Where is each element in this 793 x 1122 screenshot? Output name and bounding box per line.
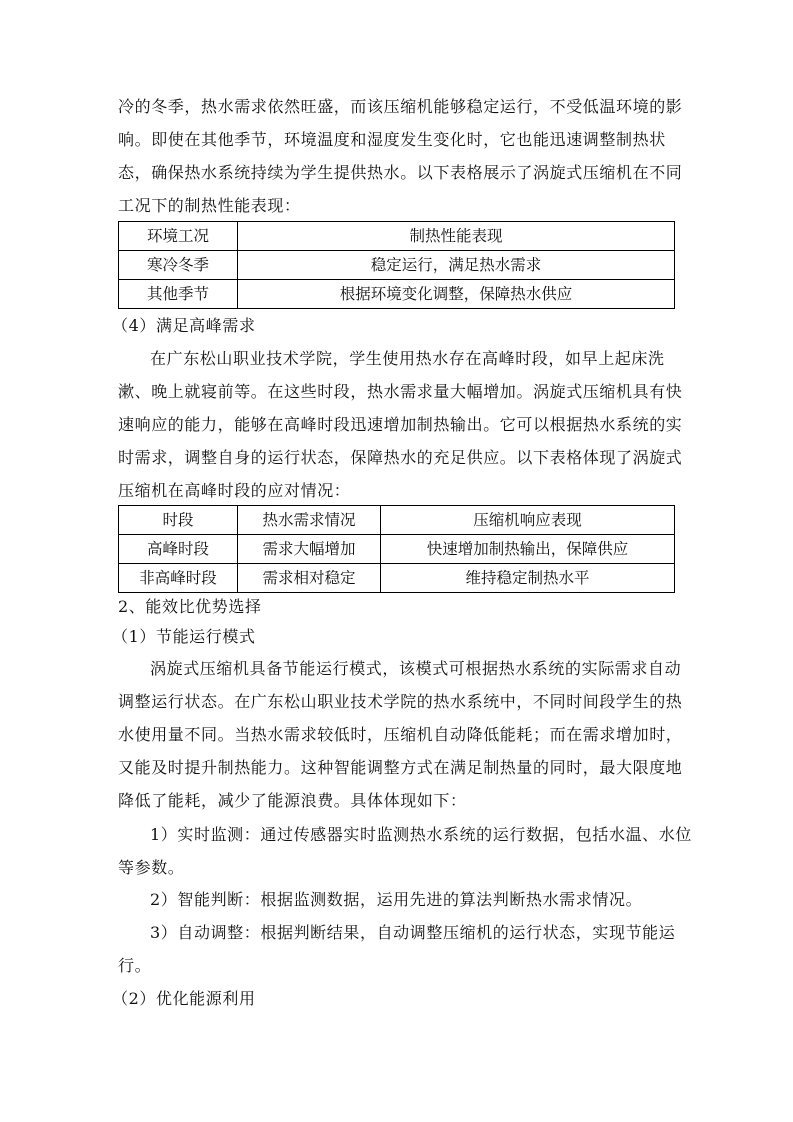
paragraph-peak-demand xyxy=(118,342,683,507)
heating-performance-table xyxy=(118,221,675,309)
text-line: 调整运行状态。在广东松山职业技术学院的热水系统中，不同时间段学生的热 xyxy=(118,692,683,711)
text-line: 水使用量不同。当热水需求较低时，压缩机自动降低能耗；而在需求增加时， xyxy=(118,725,683,744)
table-cell: 需求大幅增加 xyxy=(238,535,381,564)
table-row xyxy=(119,535,675,564)
heading-peak-demand xyxy=(112,309,678,342)
text-line: 响。即使在其他季节，环境温度和湿度发生变化时，它也能迅速调整制热状 xyxy=(118,130,666,149)
peak-response-table xyxy=(118,505,675,593)
table-row xyxy=(119,280,675,309)
table-cell: 其他季节 xyxy=(119,280,238,309)
table-header-row xyxy=(119,222,675,251)
heading-text: （2）优化能源利用 xyxy=(112,989,256,1008)
text-line: 等参数。 xyxy=(118,858,185,877)
text-line: 工况下的制热性能表现： xyxy=(118,196,301,215)
text-line: 3）自动调整：根据判断结果，自动调整压缩机的运行状态，实现节能运 xyxy=(150,923,676,942)
text-line: 行。 xyxy=(118,956,152,975)
table-cell: 寒冷冬季 xyxy=(119,251,238,280)
paragraph-energy-saving xyxy=(118,652,683,817)
table-header-cell: 压缩机响应表现 xyxy=(381,506,675,535)
table-row xyxy=(119,251,675,280)
table-header-cell: 热水需求情况 xyxy=(238,506,381,535)
subheading-energy-saving-mode xyxy=(112,620,678,653)
list-item xyxy=(118,818,692,884)
table-header-row xyxy=(119,506,675,535)
text-line: 涡旋式压缩机具备节能运行模式，该模式可根据热水系统的实际需求自动 xyxy=(150,659,682,678)
text-line: 又能及时提升制热能力。这种智能调整方式在满足制热量的同时，最大限度地 xyxy=(118,758,683,777)
table-header-cell: 制热性能表现 xyxy=(238,222,675,251)
table-header-cell: 时段 xyxy=(119,506,238,535)
table-row xyxy=(119,564,675,593)
text-line: 冷的冬季，热水需求依然旺盛，而该压缩机能够稳定运行，不受低温环境的影 xyxy=(118,97,683,116)
text-line: 在广东松山职业技术学院，学生使用热水存在高峰时段，如早上起床洗 xyxy=(150,349,665,368)
text-line: 降低了能耗，减少了能源浪费。具体体现如下： xyxy=(118,791,467,810)
table-cell: 根据环境变化调整，保障热水供应 xyxy=(238,280,675,309)
table-cell: 非高峰时段 xyxy=(119,564,238,593)
table-header-cell: 环境工况 xyxy=(119,222,238,251)
table-cell: 维持稳定制热水平 xyxy=(381,564,675,593)
paragraph-heating-performance xyxy=(118,90,683,222)
section-heading xyxy=(118,590,678,623)
heading-text: 2、能效比优势选择 xyxy=(118,597,262,616)
table-cell: 高峰时段 xyxy=(119,535,238,564)
heading-text: （4）满足高峰需求 xyxy=(112,316,256,335)
list-item xyxy=(118,916,678,982)
text-line: 漱、晚上就寝前等。在这些时段，热水需求量大幅增加。涡旋式压缩机具有快 xyxy=(118,382,683,401)
table-cell: 需求相对稳定 xyxy=(238,564,381,593)
heading-text: （1）节能运行模式 xyxy=(112,627,256,646)
text-line: 2）智能判断：根据监测数据，运用先进的算法判断热水需求情况。 xyxy=(150,890,643,909)
table-cell: 快速增加制热输出，保障供应 xyxy=(381,535,675,564)
text-line: 压缩机在高峰时段的应对情况： xyxy=(118,481,351,500)
text-line: 时需求，调整自身的运行状态，保障热水的充足供应。以下表格体现了涡旋式 xyxy=(118,448,683,467)
text-line: 1）实时监测：通过传感器实时监测热水系统的运行数据，包括水温、水位 xyxy=(150,825,692,844)
list-item xyxy=(118,883,678,916)
text-line: 速响应的能力，能够在高峰时段迅速增加制热输出。它可以根据热水系统的实 xyxy=(118,415,683,434)
subheading-optimize-energy xyxy=(112,982,678,1015)
table-cell: 稳定运行，满足热水需求 xyxy=(238,251,675,280)
text-line: 态，确保热水系统持续为学生提供热水。以下表格展示了涡旋式压缩机在不同 xyxy=(118,163,683,182)
